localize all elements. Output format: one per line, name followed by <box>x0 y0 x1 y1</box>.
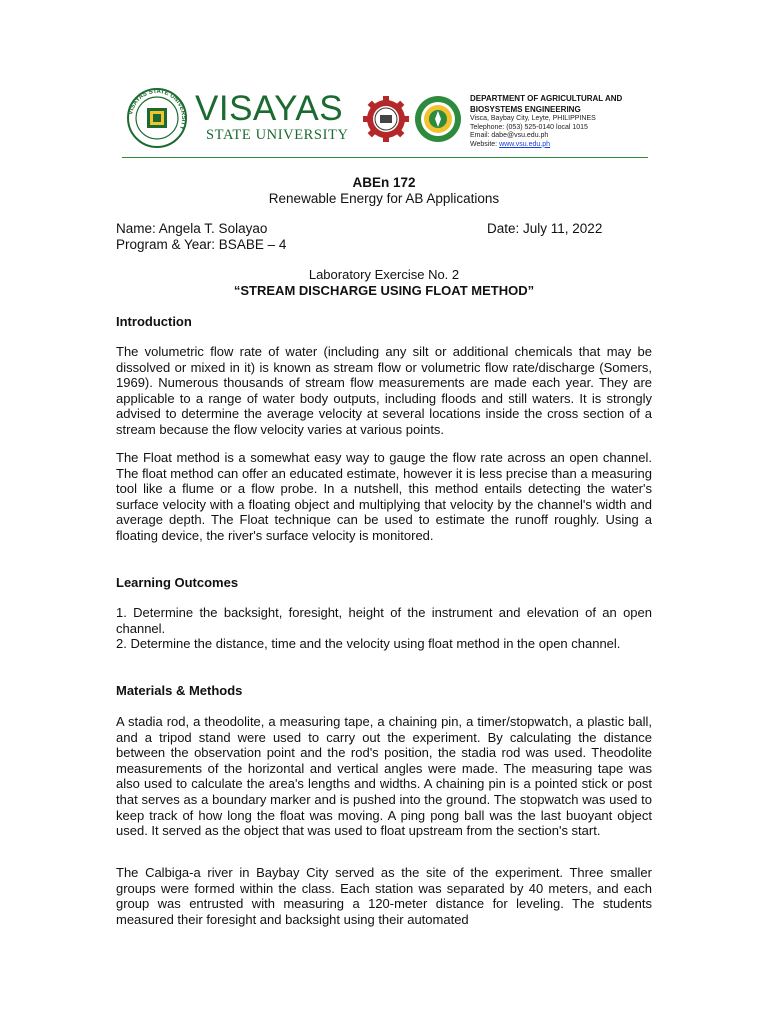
university-seal-icon <box>127 88 187 148</box>
website-link[interactable]: www.vsu.edu.ph <box>499 140 551 148</box>
introduction-paragraph-2: The Float method is a somewhat easy way to gauge the flow rate across an open channel. The float method can offer an educated estimate, however it is less precise than a measuring tool like a flume or a flow probe. In a nutshell, this method entails detecting the water's surface velocity with a floating object and multiplying that velocity by the channel's width and average depth. The Float technique can be used to estimate the runoff roughly. Using a floating device, the river's surface velocity is monitored. <box>116 450 652 543</box>
materials-methods-paragraph-1: A stadia rod, a theodolite, a measuring tape, a chaining pin, a timer/stopwatch, a plastic ball, and a tripod stand were used to carry out the experiment. By calculating the distance between the observation point and the rod's position, the stadia rod was used. Theodolite measurements of the horizontal and vertical angles were made. The measuring tape was also used to calculate the area's lengths and widths. A chaining pin is a pointed stick or post that serves as a boundary marker and is pushed into the ground. The stopwatch was used to keep track of how long the float was moving. A ping pong ball was the last buoyant object used. It served as the object that was used to float upstream from the section's start. <box>116 714 652 839</box>
department-address: Visca, Baybay City, Leyte, PHILIPPINES <box>470 115 596 122</box>
header-divider <box>122 157 648 158</box>
materials-methods-heading: Materials & Methods <box>116 683 243 698</box>
department-logo-icon <box>414 95 462 143</box>
introduction-paragraph-1: The volumetric flow rate of water (including any silt or additional chemicals that may be dissolved or mixed in it) is known as stream flow or volumetric flow rate/discharge (Somers, 1969). Numerous thousands of stream flow measurements are made each year. They are applicable to a range of water body outputs, including floods and still waters. It is strongly advised to determine the average velocity at several locations inside the cross section of a stream because the flow velocity varies at various points. <box>116 344 652 437</box>
department-name: DEPARTMENT OF AGRICULTURAL AND BIOSYSTEMS ENGINEERING <box>470 94 623 114</box>
department-contact-block <box>470 93 670 149</box>
learning-outcome-2: 2. Determine the distance, time and the velocity using float method in the open channel. <box>116 636 621 651</box>
university-wordmark <box>195 91 355 143</box>
department-email: Email: dabe@vsu.edu.ph <box>470 132 549 140</box>
exercise-title: “STREAM DISCHARGE USING FLOAT METHOD” <box>233 283 535 298</box>
department-website <box>470 141 670 150</box>
course-code: ABEn 172 <box>352 175 416 190</box>
wordmark-visayas: VISAYAS <box>195 89 344 128</box>
website-label: Website: <box>470 140 498 148</box>
department-telephone: Telephone: (053) 525-0140 local 1015 <box>470 123 588 131</box>
learning-outcome-1: 1. Determine the backsight, foresight, height of the instrument and elevation of an open channel. <box>116 605 652 636</box>
student-name: Name: Angela T. Solayao <box>116 221 268 236</box>
course-title: Renewable Energy for AB Applications <box>268 191 500 206</box>
materials-methods-paragraph-2: The Calbiga-a river in Baybay City served as the site of the experiment. Three smaller groups were formed within the class. Each station was separated by 40 meters, and each group was entrusted with measuring a 120-meter distance for leveling. The students measured their foresight and backsight using their automated <box>116 865 652 927</box>
engineering-gear-icon <box>362 95 410 143</box>
program-year: Program & Year: BSABE – 4 <box>116 237 287 252</box>
introduction-heading: Introduction <box>116 314 192 329</box>
wordmark-state-university: STATE UNIVERSITY <box>206 127 349 143</box>
exercise-number: Laboratory Exercise No. 2 <box>308 267 460 282</box>
seal-text: VISAYAS STATE UNIVERSITY <box>127 88 187 131</box>
learning-outcomes-heading: Learning Outcomes <box>116 575 239 590</box>
submission-date: Date: July 11, 2022 <box>487 221 603 236</box>
